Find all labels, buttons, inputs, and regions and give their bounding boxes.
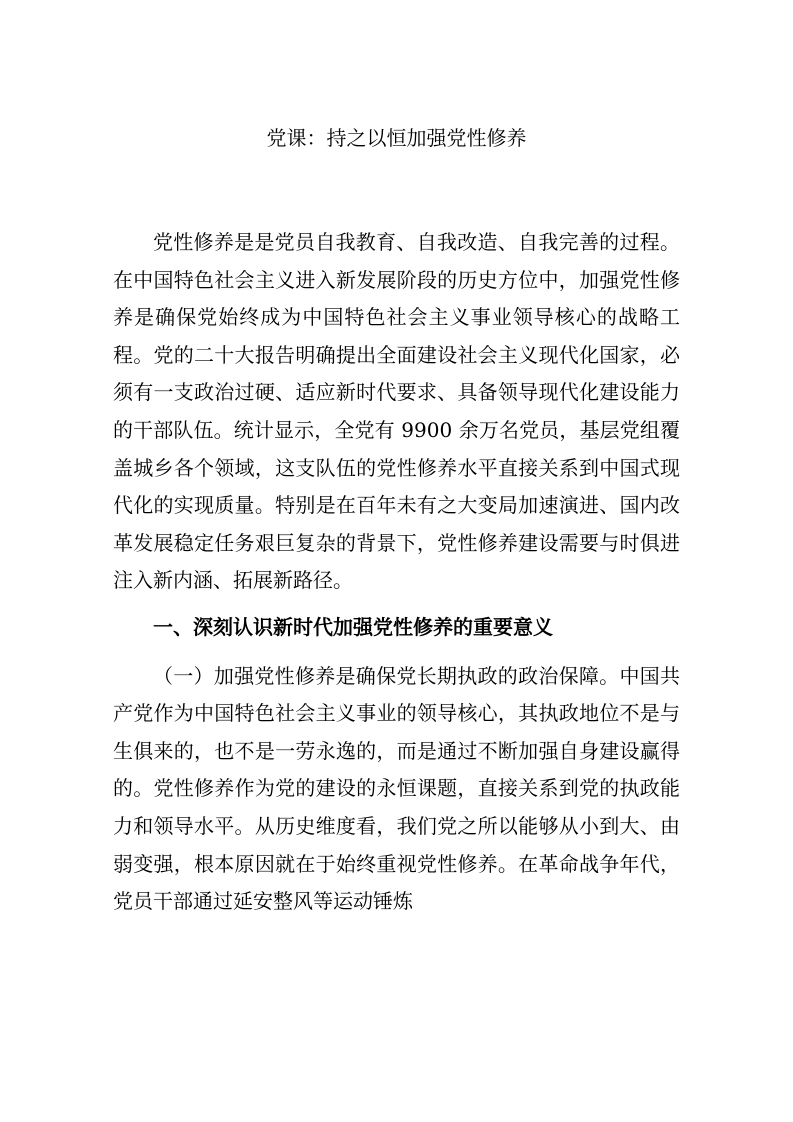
document-body xyxy=(113,224,680,921)
subsection-paragraph: （一）加强党性修养是确保党长期执政的政治保障。中国共产党作为中国特色社会主义事业的领导核心，其执政地位不是与生俱来的，也不是一劳永逸的，而是通过不断加强自身建设赢得的。党性修养作为党的建设的永恒课题，直接关系到党的执政能力和领导水平。从历史维度看，我们党之所以能够从小到大、由弱变强，根本原因就在于始终重视党性修养。在革命战争年代，党员干部通过延安整风等运动锤炼 xyxy=(113,663,680,914)
intro-paragraph: 党性修养是是党员自我教育、自我改造、自我完善的过程。在中国特色社会主义进入新发展阶段的历史方位中，加强党性修养是确保党始终成为中国特色社会主义事业领导核心的战略工程。党的二十大报告明确提出全面建设社会主义现代化国家，必须有一支政治过硬、适应新时代要求、具备领导现代化建设能力的干部队伍。统计显示，全党有 9900 余万名党员，基层党组覆盖城乡各个领域，这支队伍的党性修养水平直接关系到中国式现代化的实现质量。特别是在百年未有之大变局加速演进、国内改革发展稳定任务艰巨复杂的背景下，党性修养建设需要与时俱进注入新内涵、拓展新路径。 xyxy=(113,230,680,593)
section-heading: 一、深刻认识新时代加强党性修养的重要意义 xyxy=(153,614,553,639)
document-title: 党课：持之以恒加强党性修养 xyxy=(266,126,527,150)
